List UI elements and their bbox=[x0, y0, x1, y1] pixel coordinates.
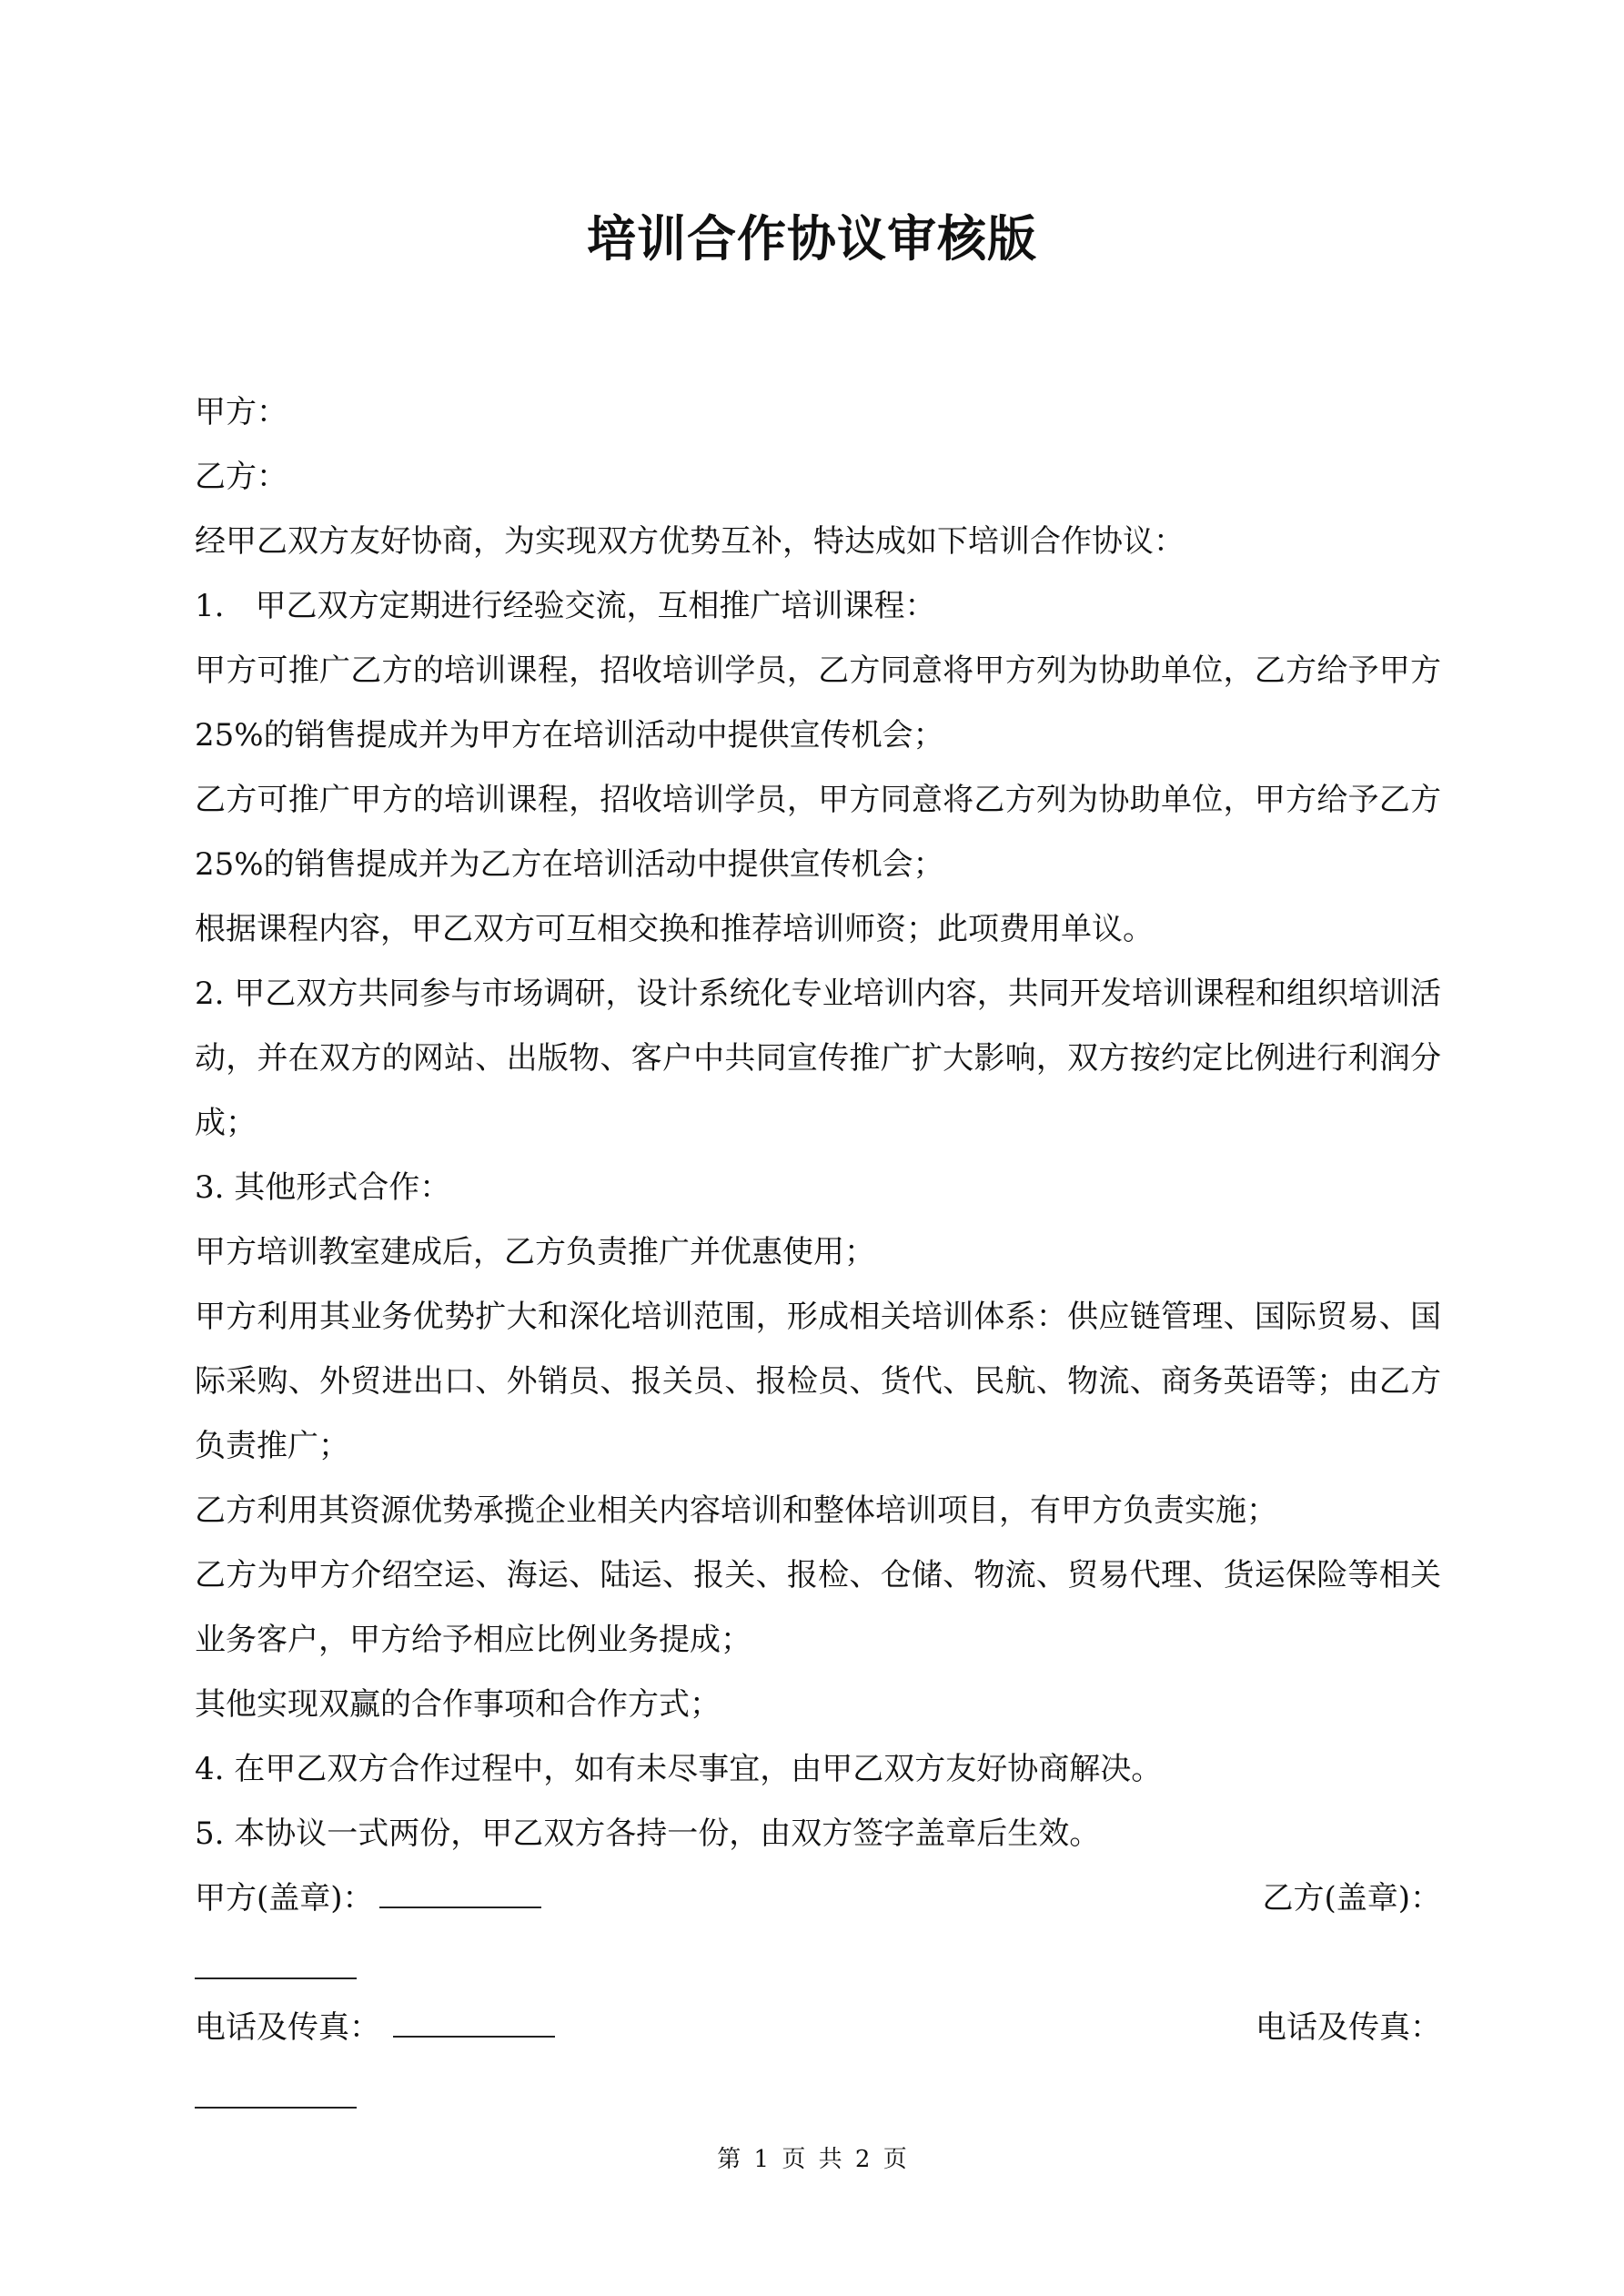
clause-5: 5. 本协议一式两份，甲乙双方各持一份，由双方签字盖章后生效。 bbox=[195, 1816, 1101, 1852]
clause-3-c: 乙方利用其资源优势承揽企业相关内容培训和整体培训项目，有甲方负责实施； bbox=[195, 1492, 1277, 1529]
party-a-line: 甲方： bbox=[195, 394, 287, 430]
document-body bbox=[195, 380, 1441, 2125]
party-a-seal-blank bbox=[379, 1870, 541, 1908]
clause-3-heading: 3. 其他形式合作： bbox=[195, 1169, 451, 1206]
clause-1-a: 甲方可推广乙方的培训课程，招收培训学员，乙方同意将甲方列为协助单位，乙方给予甲方 25%的销售提成并为甲方在培训活动中提供宣传机会； bbox=[195, 652, 1441, 754]
party-a-phone bbox=[195, 1996, 555, 2060]
party-a-phone-blank bbox=[393, 1999, 555, 2038]
phone-row bbox=[195, 1996, 1441, 2060]
party-a-seal-label: 甲方(盖章)： bbox=[195, 1880, 374, 1917]
clause-3-d: 乙方为甲方介绍空运、海运、陆运、报关、报检、仓储、物流、贸易代理、货运保险等相关业务客户，甲方给予相应比例业务提成； bbox=[195, 1557, 1441, 1658]
clause-4: 4. 在甲乙双方合作过程中，如有未尽事宜，由甲乙双方友好协商解决。 bbox=[195, 1751, 1163, 1787]
clause-3-a: 甲方培训教室建成后，乙方负责推广并优惠使用； bbox=[195, 1234, 875, 1270]
signature-row bbox=[195, 1866, 1441, 1931]
clause-1-b: 乙方可推广甲方的培训课程，招收培训学员，甲方同意将乙方列为协助单位，甲方给予乙方 25%的销售提成并为乙方在培训活动中提供宣传机会； bbox=[195, 782, 1441, 883]
intro-paragraph: 经甲乙双方友好协商，为实现双方优势互补，特达成如下培训合作协议： bbox=[195, 523, 1185, 560]
party-b-line: 乙方： bbox=[195, 459, 287, 495]
page-number: 第 1 页 共 2 页 bbox=[717, 2146, 907, 2173]
party-b-phone-label: 电话及传真： bbox=[1256, 2009, 1441, 2046]
document-title: 培训合作协议审核版 bbox=[587, 209, 1037, 268]
clause-2: 2. 甲乙双方共同参与市场调研，设计系统化专业培训内容，共同开发培训课程和组织培训活动，并在双方的网站、出版物、客户中共同宣传推广扩大影响，双方按约定比例进行利润分成； bbox=[195, 976, 1441, 1141]
party-b-phone-blank bbox=[195, 2060, 357, 2125]
clause-1-c: 根据课程内容，甲乙双方可互相交换和推荐培训师资；此项费用单议。 bbox=[195, 911, 1154, 947]
party-a-seal bbox=[195, 1866, 541, 1931]
party-b-seal-blank bbox=[195, 1931, 357, 1996]
clause-3-e: 其他实现双赢的合作事项和合作方式； bbox=[195, 1686, 721, 1723]
clause-3-b: 甲方利用其业务优势扩大和深化培训范围，形成相关培训体系：供应链管理、国际贸易、国际采购、外贸进出口、外销员、报关员、报检员、货代、民航、物流、商务英语等；由乙方负责推广； bbox=[195, 1299, 1441, 1464]
clause-1-heading: 1. 甲乙双方定期进行经验交流，互相推广培训课程： bbox=[195, 588, 936, 624]
party-b-seal-label: 乙方(盖章)： bbox=[1262, 1880, 1441, 1917]
party-a-phone-label: 电话及传真： bbox=[195, 2009, 380, 2046]
